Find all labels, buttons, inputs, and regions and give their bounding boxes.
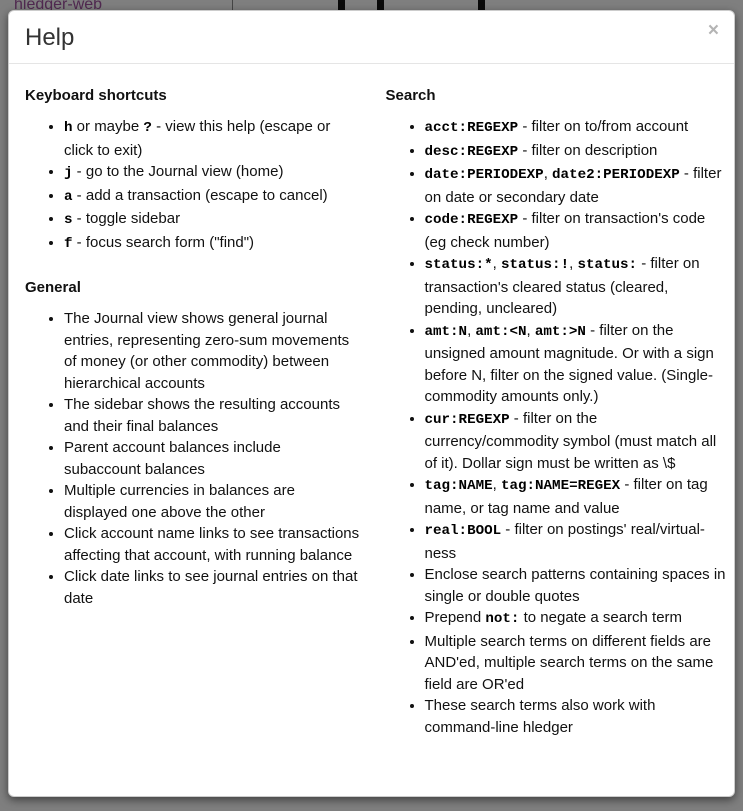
code-term: f <box>64 235 73 252</box>
help-column-right <box>372 85 735 760</box>
help-list-item: • Parent account balances include subaccount balances <box>64 437 360 480</box>
help-list-item: • acct:REGEXP - filter on to/from account <box>425 116 727 140</box>
help-list-item: • Enclose search patterns containing spaces in single or double quotes <box>425 564 727 607</box>
help-list <box>25 116 360 255</box>
help-list-item: • amt:N, amt:<N, amt:>N - filter on the unsigned amount magnitude. Or with a sign before N, filter on the signed value. (Single-commodity amounts only.) <box>425 320 727 408</box>
code-term: status:* <box>424 257 493 273</box>
section-heading: Keyboard shortcuts <box>25 87 167 104</box>
code-term: tag:NAME <box>424 478 493 494</box>
code-term: real:BOOL <box>424 523 502 539</box>
help-list-item: • Click account name links to see transactions affecting that account, with running balance <box>64 523 360 566</box>
code-term: amt:>N <box>534 323 586 340</box>
code-term: acct:REGEXP <box>424 120 519 136</box>
help-list <box>386 116 727 738</box>
code-term: j <box>64 165 73 181</box>
help-list-item: • status:*, status:!, status: - filter on transaction's cleared status (cleared, pending, uncleared) <box>425 253 727 320</box>
code-term: ? <box>143 120 152 136</box>
help-list-item: • Click date links to see journal entries on that date <box>64 566 360 609</box>
help-list <box>25 308 360 609</box>
section-heading: Search <box>385 87 436 104</box>
code-term: not: <box>485 611 520 627</box>
code-term: date:PERIODEXP <box>424 167 544 183</box>
close-icon[interactable]: × <box>707 20 719 41</box>
help-list-item: • desc:REGEXP - filter on description <box>425 140 727 164</box>
code-term: date2:PERIODEXP <box>552 167 680 183</box>
modal-body <box>9 64 734 760</box>
help-list-item: • real:BOOL - filter on postings' real/virtual-ness <box>425 519 727 564</box>
section-heading: General <box>25 279 81 296</box>
code-term: amt:<N <box>475 323 527 340</box>
help-list-item: • Multiple search terms on different fields are AND'ed, multiple search terms on the same field are OR'ed <box>425 631 727 696</box>
code-term: cur:REGEXP <box>424 411 510 428</box>
code-term: status:! <box>500 257 570 273</box>
code-term: code:REGEXP <box>424 212 519 228</box>
help-list-item: • j - go to the Journal view (home) <box>64 161 360 185</box>
help-list-item: • date:PERIODEXP, date2:PERIODEXP - filter on date or secondary date <box>425 163 727 208</box>
help-list-item: • The Journal view shows general journal entries, representing zero-sum movements of money (or other commodity) between hierarchical accounts <box>64 308 360 394</box>
help-column-left <box>9 85 372 760</box>
code-term: h <box>64 120 73 136</box>
help-list-item: • f - focus search form ("find") <box>64 232 360 256</box>
help-list-item: • a - add a transaction (escape to cancel) <box>64 185 360 209</box>
code-term: desc:REGEXP <box>424 143 519 160</box>
code-term: status: <box>577 257 638 273</box>
code-term: s <box>64 212 73 228</box>
help-list-item: • The sidebar shows the resulting accounts and their final balances <box>64 394 360 437</box>
help-list-item: • code:REGEXP - filter on transaction's code (eg check number) <box>425 208 727 253</box>
help-list-item: • Prepend not: to negate a search term <box>425 607 727 631</box>
help-list-item: • Multiple currencies in balances are displayed one above the other <box>64 480 360 523</box>
modal-title: Help <box>25 24 75 51</box>
help-list-item: • cur:REGEXP - filter on the currency/commodity symbol (must match all of it). Dollar sign must be written as \$ <box>425 408 727 475</box>
help-list-item: • These search terms also work with command-line hledger <box>425 695 727 738</box>
code-term: amt:N <box>424 323 468 340</box>
modal-header <box>9 11 734 64</box>
code-term: tag:NAME=REGEX <box>500 478 621 494</box>
help-list-item: • s - toggle sidebar <box>64 208 360 232</box>
help-list-item: • h or maybe ? - view this help (escape or click to exit) <box>64 116 360 161</box>
help-list-item: • tag:NAME, tag:NAME=REGEX - filter on tag name, or tag name and value <box>425 474 727 519</box>
help-modal <box>8 10 735 797</box>
code-term: a <box>64 188 73 205</box>
